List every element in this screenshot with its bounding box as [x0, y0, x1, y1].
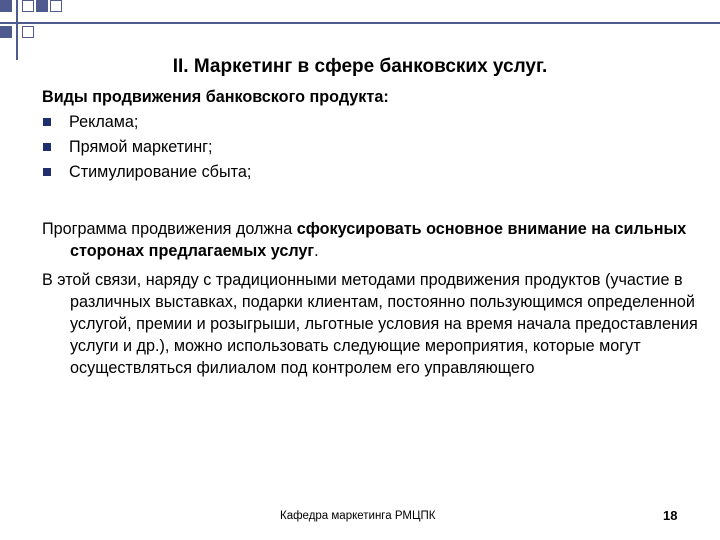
- header-vertical-rule: [16, 0, 18, 60]
- list-item: Прямой маркетинг;: [42, 135, 251, 160]
- footer-text: Кафедра маркетинга РМЦПК: [280, 510, 436, 522]
- section-heading: Виды продвижения банковского продукта:: [42, 88, 389, 106]
- emphasis-text: сфокусировать основное внимание на сильных сторонах предлагаемых услуг: [70, 220, 687, 260]
- list-item: Стимулирование сбыта;: [42, 160, 251, 185]
- page-number: 18: [663, 508, 678, 523]
- square-bullet-icon: [43, 168, 51, 176]
- slide-title: II. Маркетинг в сфере банковских услуг.: [172, 56, 548, 77]
- list-item: Реклама;: [42, 110, 251, 135]
- square-bullet-icon: [43, 118, 51, 126]
- paragraph-program: Программа продвижения должна сфокусировать основное внимание на сильных сторонах предлагаемых услуг.: [42, 220, 687, 260]
- square-bullet-icon: [43, 143, 51, 151]
- paragraph-measures: В этой связи, наряду с традиционными методами продвижения продуктов (участие в различных выставках, подарки клиентам, постоянно пользующимся определенной услугой, премии и розыгрыши, льготные условия на время начала предоставления услуги и др.), можно использовать следующие мероприятия, которые могут осуществляться филиалом под контролем его управляющего: [42, 271, 698, 377]
- header-rule: [0, 22, 720, 24]
- promotion-types-list: [42, 110, 251, 185]
